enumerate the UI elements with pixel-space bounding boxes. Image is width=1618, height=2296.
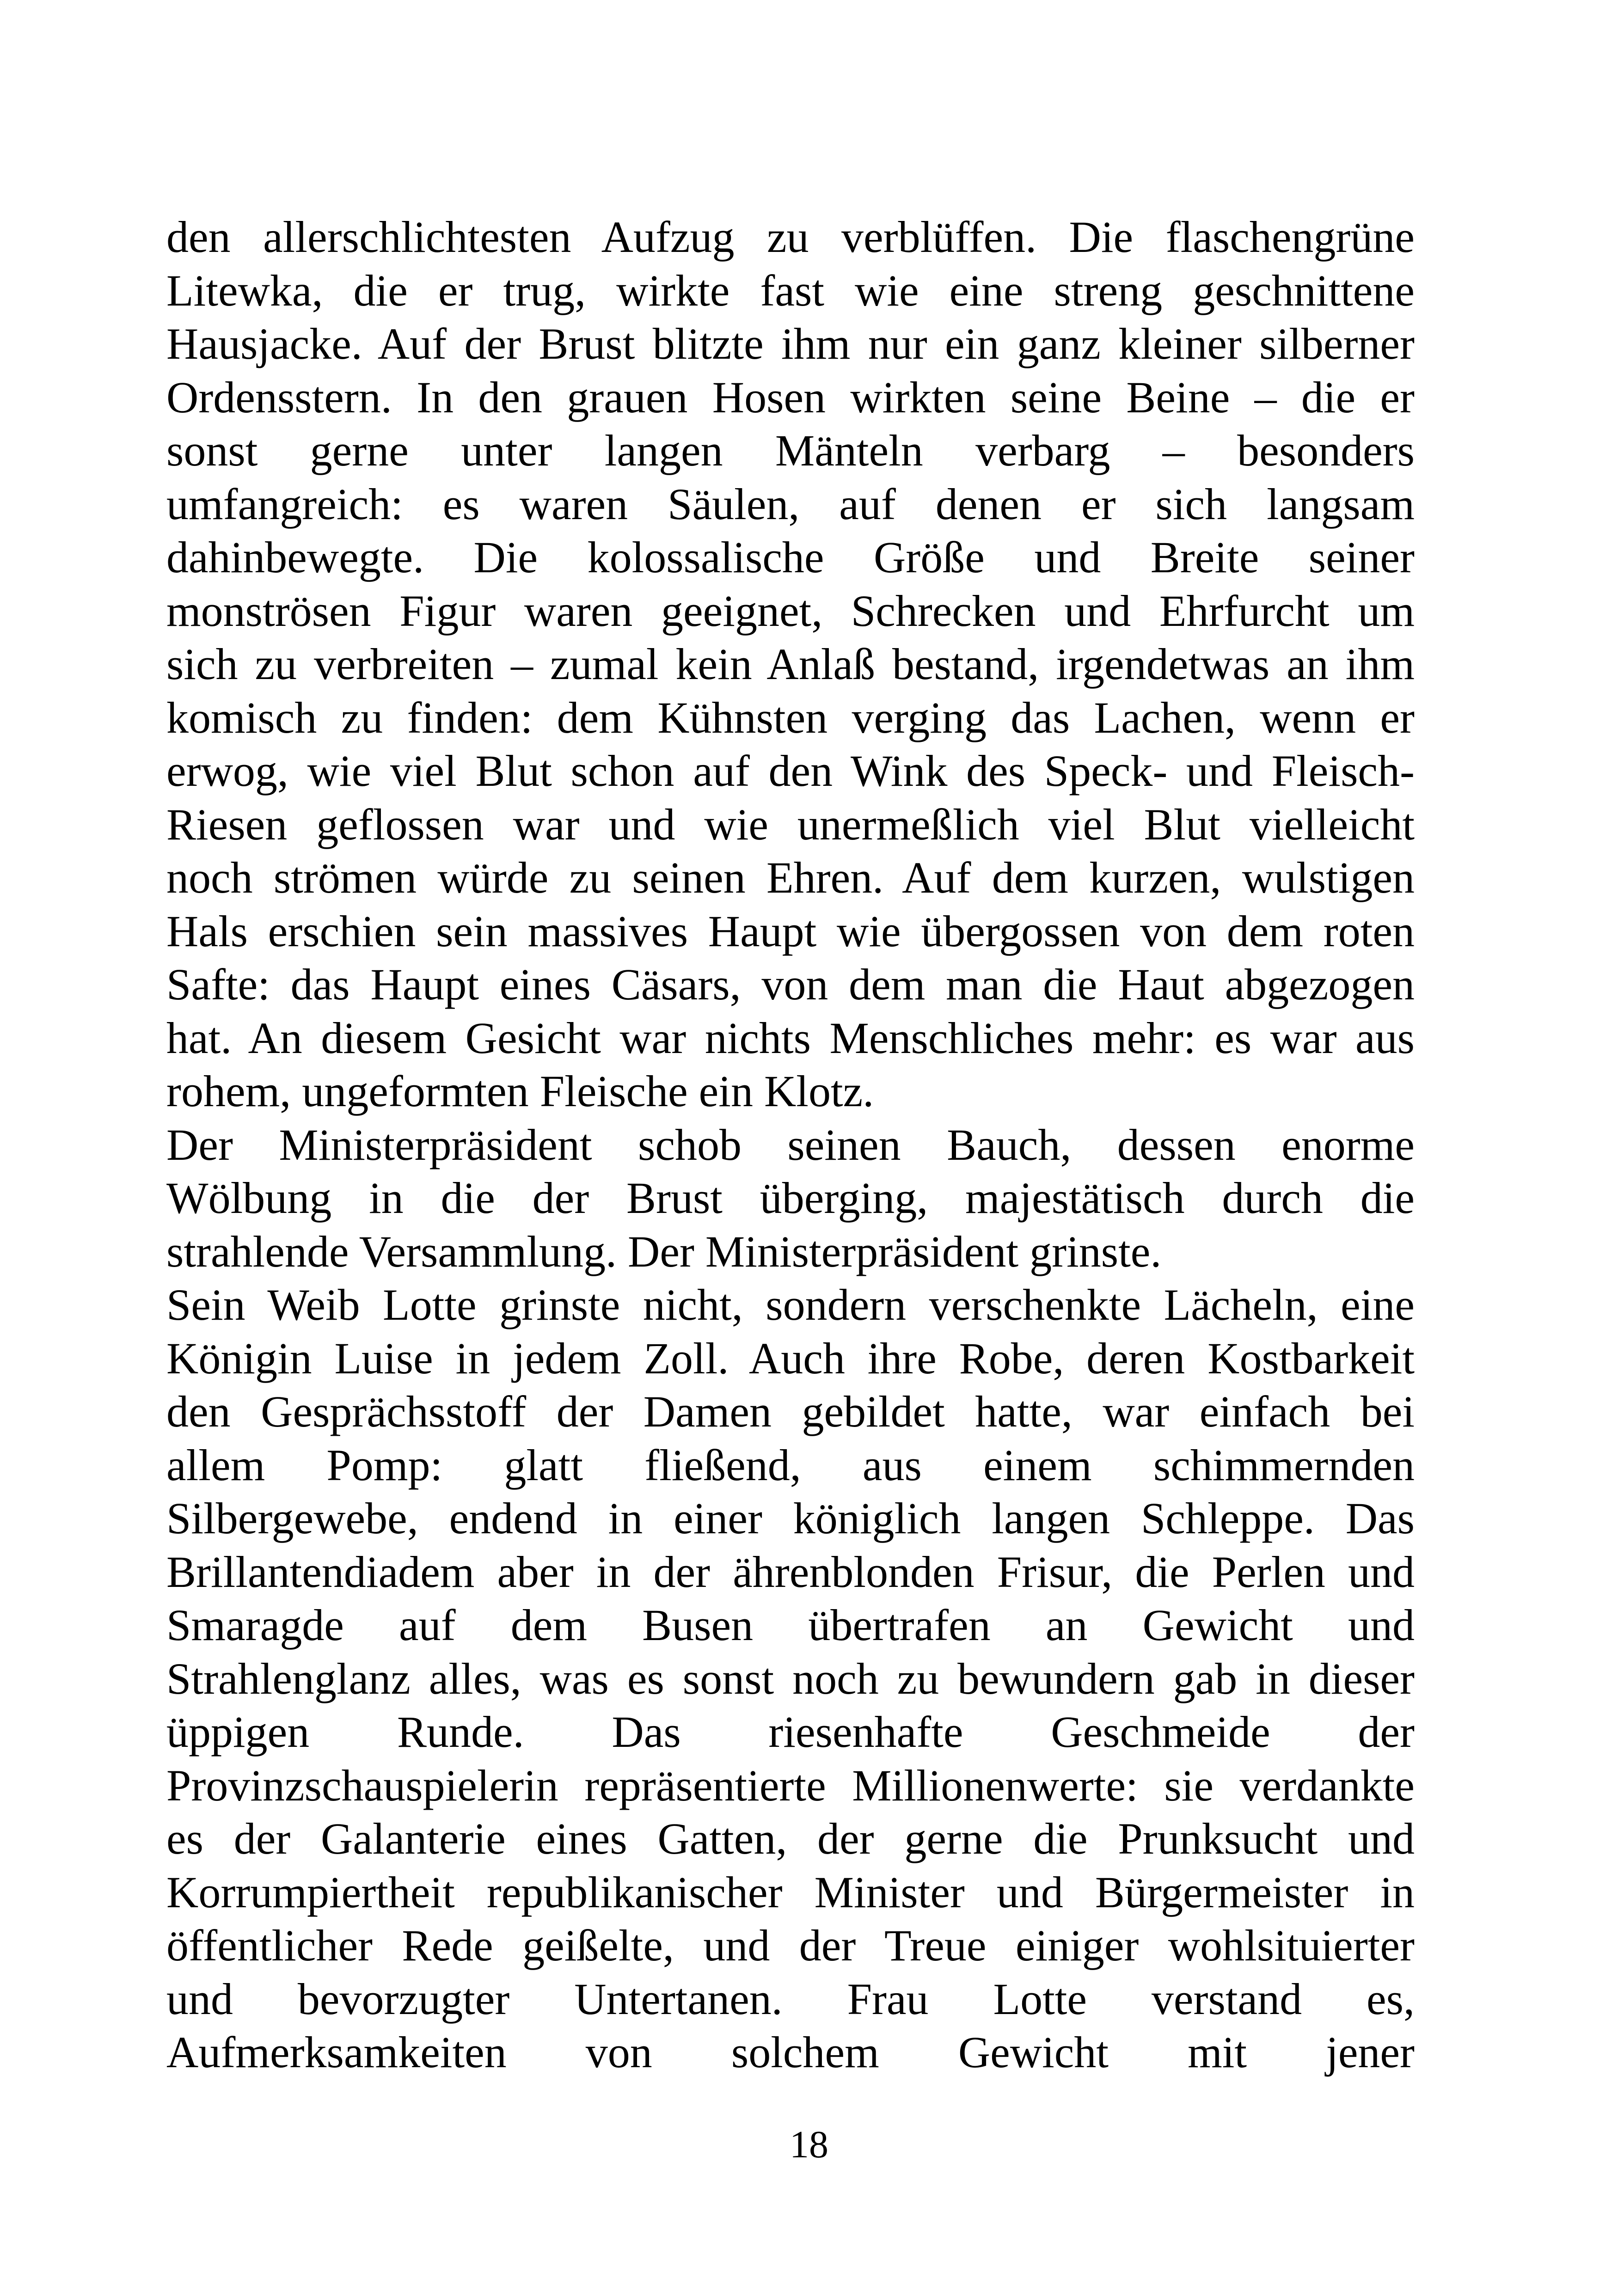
text-line: den allerschlichtesten Aufzug zu verblüffen. Die flaschengrüne xyxy=(166,212,1415,262)
text-line: Riesen geflossen war und wie unermeßlich viel Blut vielleicht xyxy=(166,799,1415,849)
paragraph-1 xyxy=(166,210,1415,1118)
text-line: es der Galanterie eines Gatten, der gerne die Prunksucht und xyxy=(166,1814,1415,1863)
text-line: Korrumpiertheit republikanischer Minister und Bürgermeister in xyxy=(166,1867,1415,1917)
body-text xyxy=(166,210,1415,2079)
text-line: den Gesprächsstoff der Damen gebildet hatte, war einfach bei xyxy=(166,1387,1415,1436)
text-line: Brillantendiadem aber in der ährenblonden Frisur, die Perlen und xyxy=(166,1547,1415,1597)
text-line: Silbergewebe, endend in einer königlich langen Schleppe. Das xyxy=(166,1494,1415,1543)
text-line: Safte: das Haupt eines Cäsars, von dem man die Haut abgezogen xyxy=(166,960,1415,1009)
text-line: Smaragde auf dem Busen übertrafen an Gewicht und xyxy=(166,1600,1415,1650)
text-line: öffentlicher Rede geißelte, und der Treue einiger wohlsituierter xyxy=(166,1921,1415,1970)
page-number: 18 xyxy=(790,2123,828,2166)
text-line: und bevorzugter Untertanen. Frau Lotte verstand es, xyxy=(166,1974,1415,2024)
text-line: Königin Luise in jedem Zoll. Auch ihre Robe, deren Kostbarkeit xyxy=(166,1333,1415,1383)
text-line: allem Pomp: glatt fließend, aus einem schimmernden xyxy=(166,1440,1415,1490)
text-line: komisch zu finden: dem Kühnsten verging das Lachen, wenn er xyxy=(166,692,1415,742)
text-line: üppigen Runde. Das riesenhafte Geschmeide der xyxy=(166,1707,1415,1757)
text-line: Hausjacke. Auf der Brust blitzte ihm nur ein ganz kleiner silberner xyxy=(166,319,1415,368)
text-line: hat. An diesem Gesicht war nichts Menschliches mehr: es war aus xyxy=(166,1013,1415,1063)
paragraph-3 xyxy=(166,1278,1415,2079)
text-line: strahlende Versammlung. Der Ministerpräsident grinste. xyxy=(166,1226,1162,1276)
text-line: sich zu verbreiten – zumal kein Anlaß bestand, irgendetwas an ihm xyxy=(166,639,1415,689)
text-line: Wölbung in die der Brust überging, majestätisch durch die xyxy=(166,1173,1415,1223)
text-line: Ordensstern. In den grauen Hosen wirkten seine Beine – die er xyxy=(166,372,1415,422)
text-line: monströsen Figur waren geeignet, Schrecken und Ehrfurcht um xyxy=(166,586,1415,636)
text-line: Sein Weib Lotte grinste nicht, sondern verschenkte Lächeln, eine xyxy=(166,1280,1415,1329)
text-line: noch strömen würde zu seinen Ehren. Auf dem kurzen, wulstigen xyxy=(166,853,1415,902)
text-line: Litewka, die er trug, wirkte fast wie eine streng geschnittene xyxy=(166,265,1415,315)
text-line: Strahlenglanz alles, was es sonst noch zu bewundern gab in dieser xyxy=(166,1653,1415,1703)
text-line: Provinzschauspielerin repräsentierte Millionenwerte: sie verdankte xyxy=(166,1760,1415,1810)
text-line: umfangreich: es waren Säulen, auf denen er sich langsam xyxy=(166,479,1415,529)
text-line: erwog, wie viel Blut schon auf den Wink des Speck- und Fleisch- xyxy=(166,746,1415,796)
paragraph-2 xyxy=(166,1118,1415,1279)
text-line: rohem, ungeformten Fleische ein Klotz. xyxy=(166,1066,874,1116)
text-line: Hals erschien sein massives Haupt wie übergossen von dem roten xyxy=(166,906,1415,956)
text-line: Der Ministerpräsident schob seinen Bauch, dessen enorme xyxy=(166,1120,1415,1169)
text-line: Aufmerksamkeiten von solchem Gewicht mit jener xyxy=(166,2027,1415,2077)
text-line: dahinbewegte. Die kolossalische Größe und Breite seiner xyxy=(166,533,1415,582)
text-line: sonst gerne unter langen Mänteln verbarg – besonders xyxy=(166,426,1415,475)
